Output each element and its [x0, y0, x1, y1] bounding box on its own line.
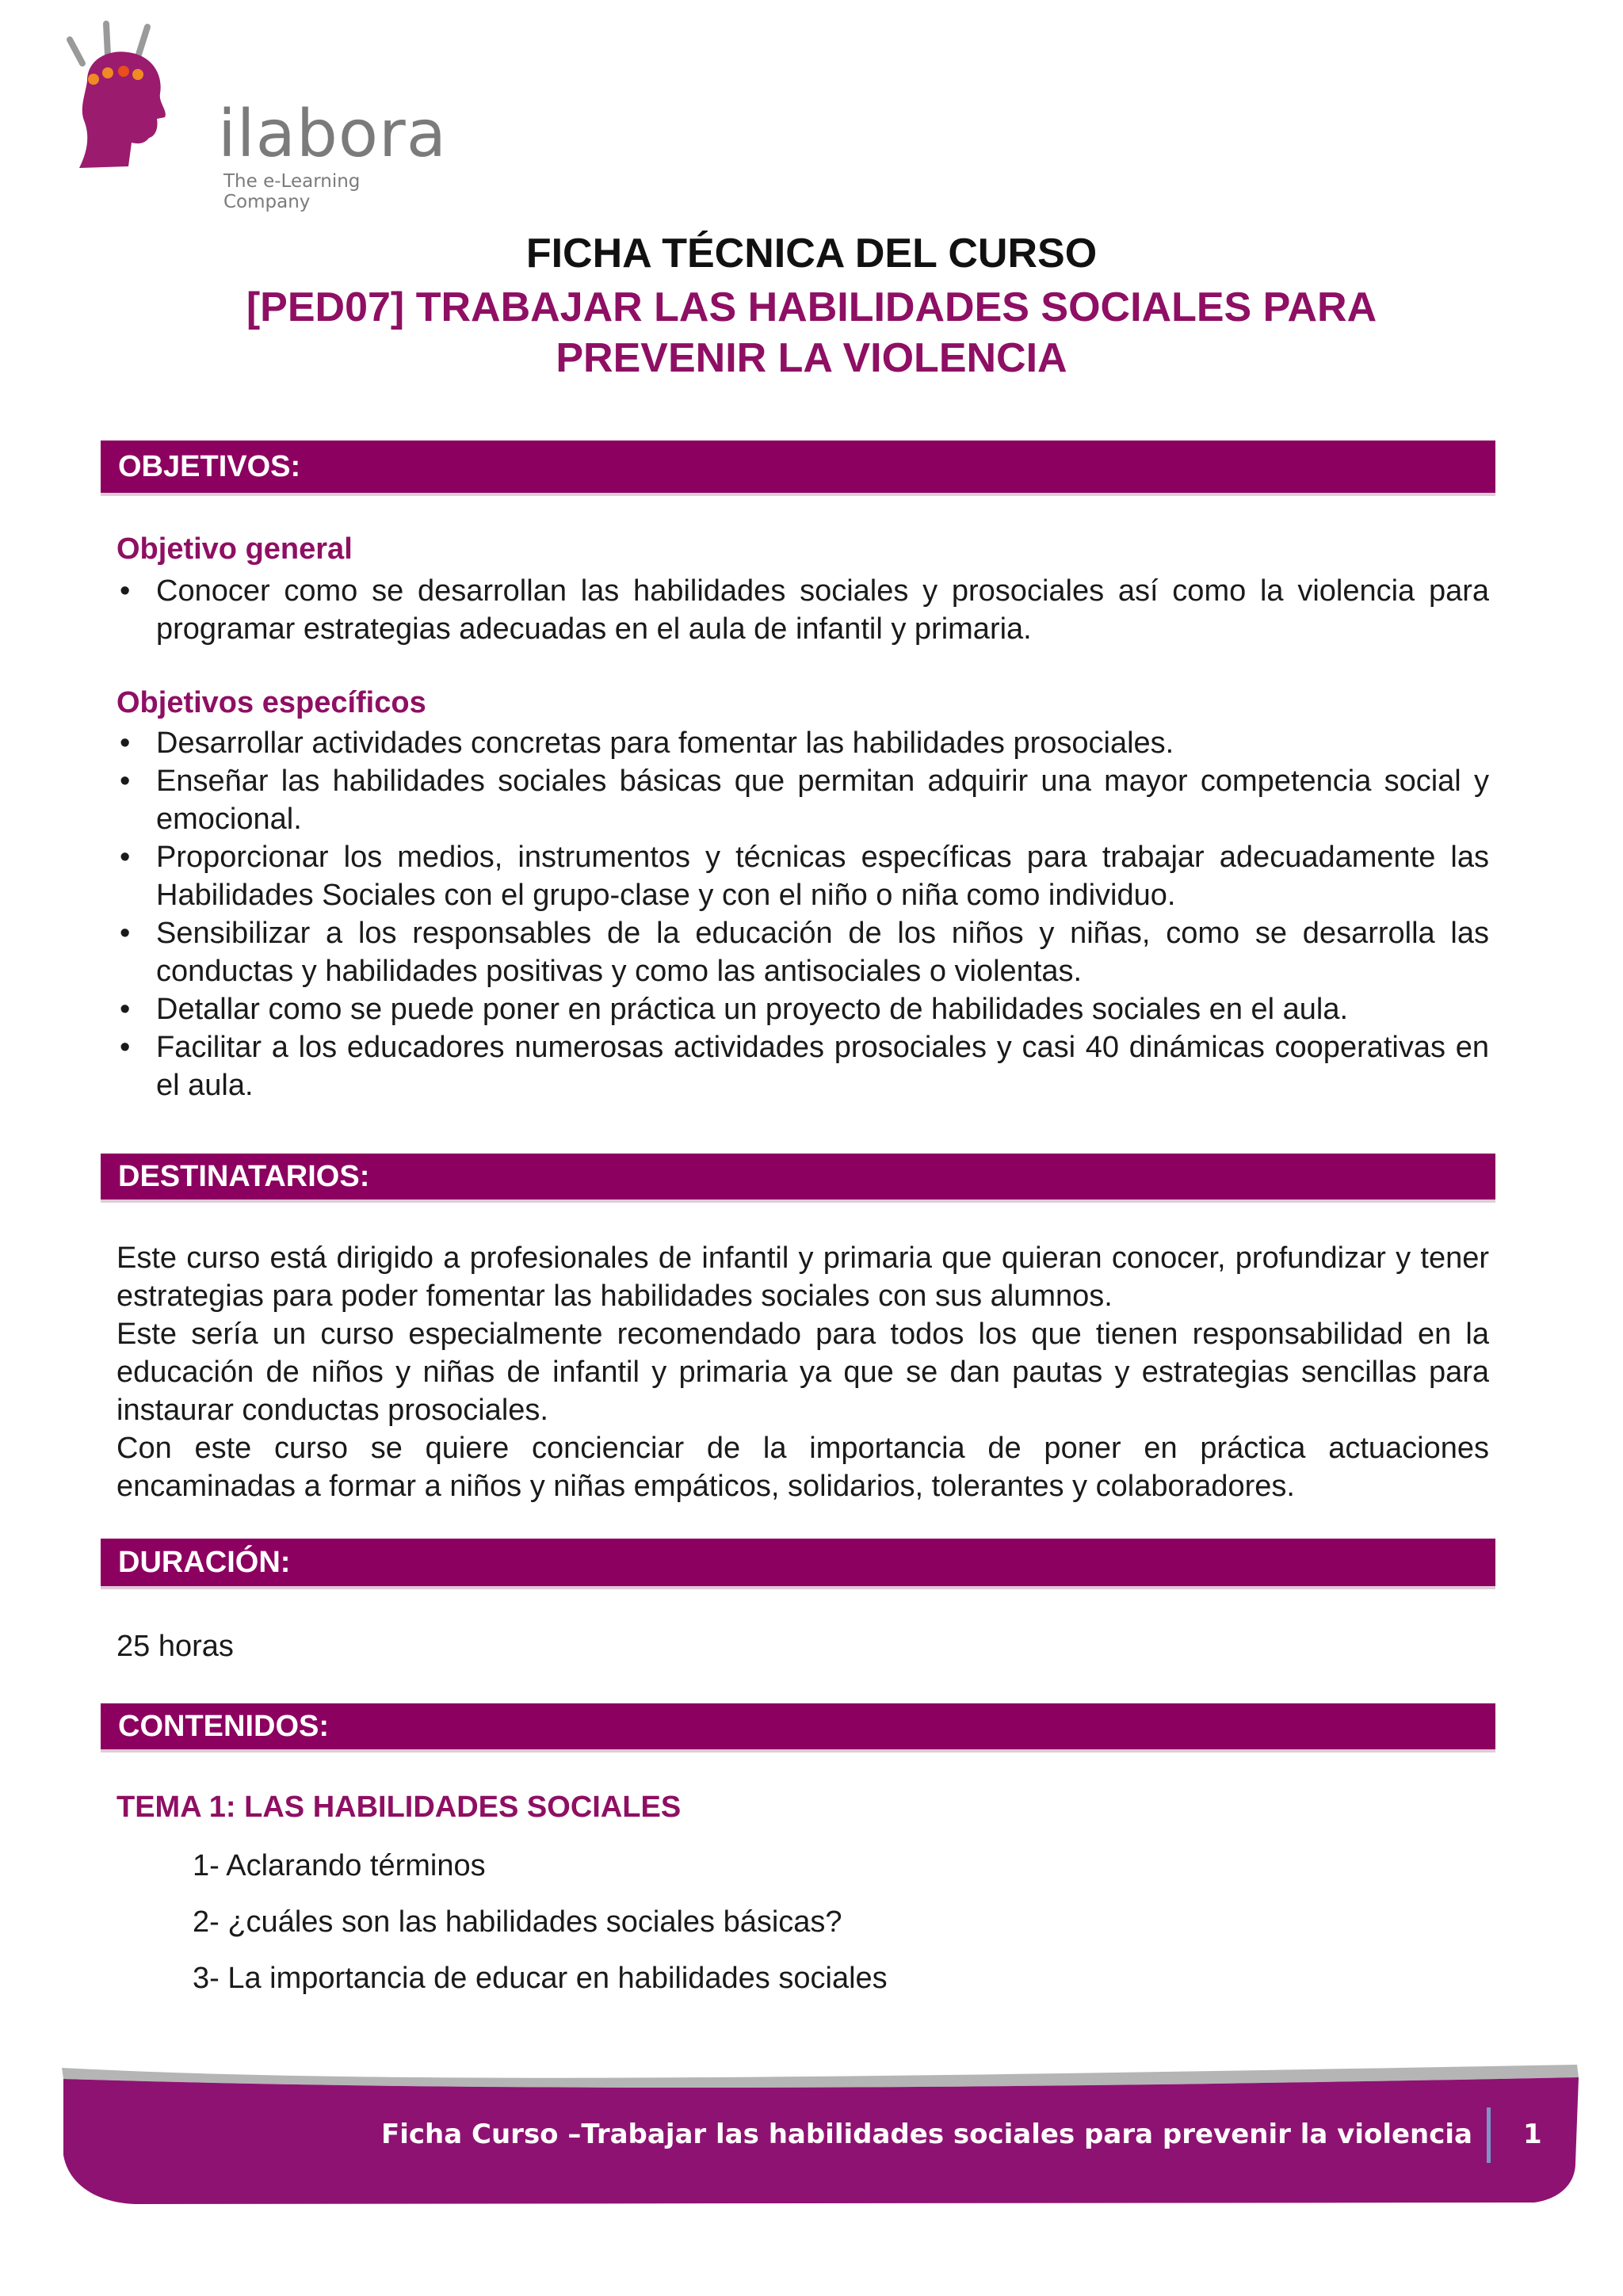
tema-title: TEMA 1: LAS HABILIDADES SOCIALES — [116, 1791, 682, 1824]
course-title — [0, 282, 1623, 383]
company-logo — [55, 17, 447, 212]
course-title-line2: PREVENIR LA VIOLENCIA — [556, 335, 1067, 381]
list-item: • Desarrollar actividades concretas para fomentar las habilidades prosociales. — [116, 724, 1489, 762]
objetivos-especificos-title: Objetivos específicos — [116, 686, 426, 719]
paragraph: Este curso está dirigido a profesionales de infantil y primaria que quieran conocer, profundizar y tener estrategias para poder fomentar las habilidades sociales con sus alumnos. — [116, 1241, 1489, 1313]
paragraph: Con este curso se quiere concienciar de la importancia de poner en práctica actuaciones encaminadas a formar a niños y niñas empáticos, solidarios, tolerantes y colaboradores. — [116, 1432, 1489, 1503]
destinatarios-text — [116, 1239, 1489, 1505]
section-header-duracion: DURACIÓN: — [101, 1539, 1495, 1589]
list-item: • Detallar como se puede poner en práctica un proyecto de habilidades sociales en el aula. — [116, 990, 1489, 1028]
footer-course-title: Ficha Curso –Trabajar las habilidades sociales para prevenir la violencia — [381, 2119, 1472, 2150]
footer-separator — [1487, 2107, 1491, 2163]
content-item: 3- La importancia de educar en habilidades sociales — [193, 1962, 888, 1995]
logo-wordmark: ilabora — [218, 97, 447, 172]
content-item: 2- ¿cuáles son las habilidades sociales básicas? — [193, 1905, 842, 1939]
objetivos-especificos-list — [116, 724, 1489, 1104]
content-item: 1- Aclarando términos — [193, 1849, 486, 1882]
objetivo-general-list — [116, 572, 1489, 648]
head-logo-icon — [55, 17, 214, 188]
list-item: • Conocer como se desarrollan las habilidades sociales y prosociales así como la violencia para programar estrategias adecuadas en el aula de infantil y primaria. — [116, 572, 1489, 648]
list-item: • Enseñar las habilidades sociales básicas que permitan adquirir una mayor competencia social y emocional. — [116, 762, 1489, 838]
section-header-objetivos: OBJETIVOS: — [101, 441, 1495, 496]
list-item: • Facilitar a los educadores numerosas actividades prosociales y casi 40 dinámicas cooperativas en el aula. — [116, 1028, 1489, 1104]
duracion-value: 25 horas — [116, 1630, 234, 1663]
page-number: 1 — [1523, 2119, 1542, 2150]
paragraph: Este sería un curso especialmente recomendado para todos los que tienen responsabilidad en la educación de niños y niñas de infantil y primaria ya que se dan pautas y estrategias sencillas para instaurar conductas prosociales. — [116, 1318, 1489, 1427]
list-item: • Sensibilizar a los responsables de la educación de los niños y niñas, como se desarrolla las conductas y habilidades positivas y como las antisociales o violentas. — [116, 914, 1489, 990]
list-item: • Proporcionar los medios, instrumentos y técnicas específicas para trabajar adecuadamente las Habilidades Sociales con el grupo-clase y con el niño o niña como individuo. — [116, 838, 1489, 914]
course-title-line1: [PED07] TRABAJAR LAS HABILIDADES SOCIALES PARA — [246, 284, 1377, 330]
document-title: FICHA TÉCNICA DEL CURSO — [525, 231, 1098, 277]
section-header-destinatarios: DESTINATARIOS: — [101, 1154, 1495, 1203]
objetivo-general-title: Objetivo general — [116, 532, 353, 566]
section-header-contenidos: CONTENIDOS: — [101, 1703, 1495, 1753]
logo-tagline: The e-Learning Company — [223, 171, 361, 212]
